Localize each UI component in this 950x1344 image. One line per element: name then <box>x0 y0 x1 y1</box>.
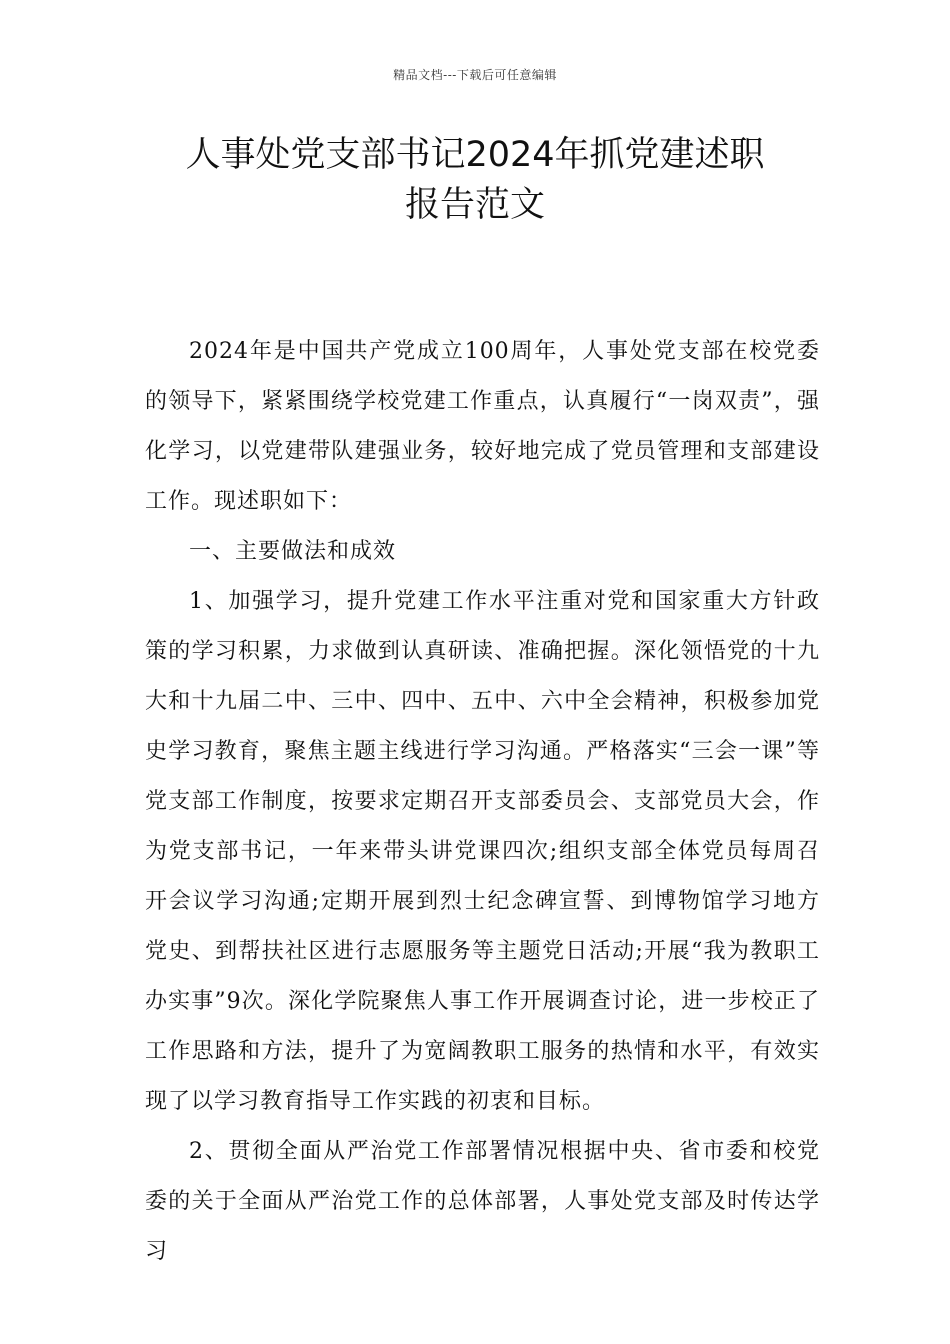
title-line-1: 人事处党支部书记2024年抓党建述职 <box>185 135 765 175</box>
title-line-2: 报告范文 <box>404 185 545 225</box>
section-heading: 一、主要做法和成效 <box>189 539 397 564</box>
document-body <box>145 327 820 1277</box>
paragraph-item-1: 1、加强学习，提升党建工作水平注重对党和国家重大方针政策的学习积累，力求做到认真研读、准确把握。深化领悟党的十九大和十九届二中、三中、四中、五中、六中全会精神，积极参加党史学习教育，聚焦主题主线进行学习沟通。严格落实“三会一课”等党支部工作制度，按要求定期召开支部委员会、支部党员大会，作为党支部书记，一年来带头讲党课四次;组织支部全体党员每周召开会议学习沟通;定期开展到烈士纪念碑宣誓、到博物馆学习地方党史、到帮扶社区进行志愿服务等主题党日活动;开展“我为教职工办实事”9次。深化学院聚焦人事工作开展调查讨论，进一步校正了工作思路和方法，提升了为宽阔教职工服务的热情和水平，有效实现了以学习教育指导工作实践的初衷和目标。 <box>145 589 820 1114</box>
document-title <box>120 130 830 230</box>
header-note: 精品文档---下载后可任意编辑 <box>393 68 557 82</box>
paragraph-intro: 2024年是中国共产党成立100周年，人事处党支部在校党委的领导下，紧紧围绕学校党建工作重点，认真履行“一岗双责”，强化学习，以党建带队建强业务，较好地完成了党员管理和支部建设工作。现述职如下： <box>145 339 820 514</box>
paragraph-item-2: 2、贯彻全面从严治党工作部署情况根据中央、省市委和校党委的关于全面从严治党工作的总体部署，人事处党支部及时传达学习 <box>145 1139 820 1264</box>
